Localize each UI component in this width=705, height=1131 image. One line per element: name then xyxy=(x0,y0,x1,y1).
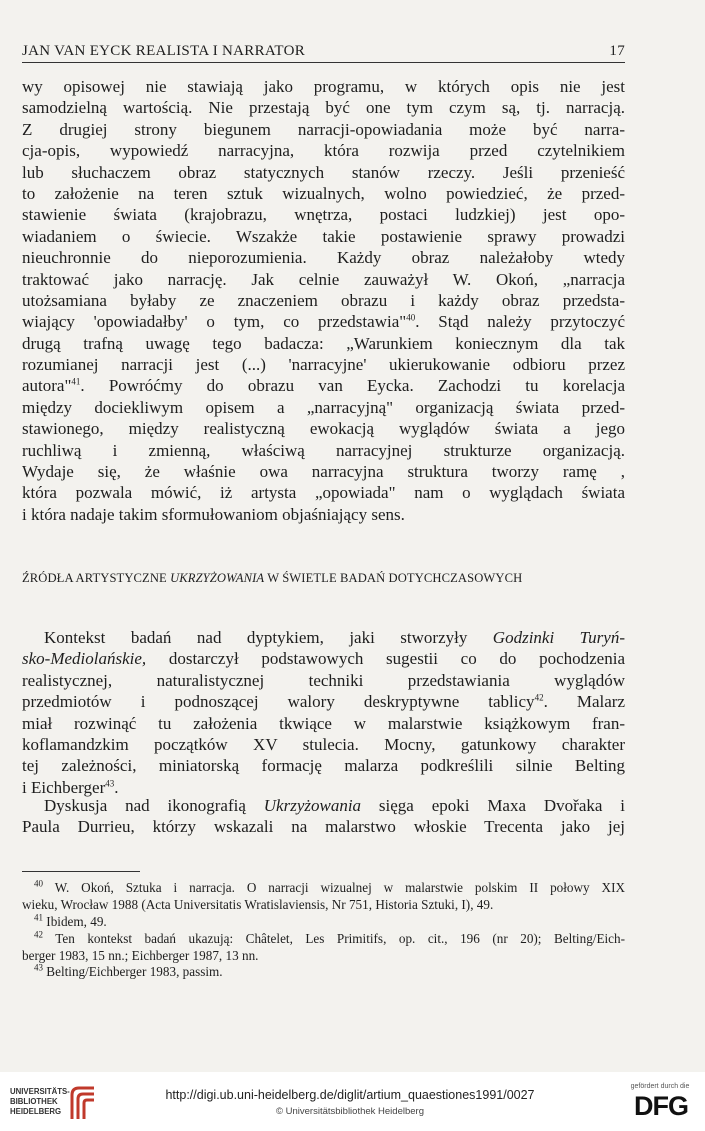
library-name xyxy=(10,1087,70,1117)
running-title: JAN VAN EYCK REALISTA I NARRATOR xyxy=(22,43,306,59)
text-fragment: . Stąd należy przytoczyć xyxy=(415,312,625,332)
text-line xyxy=(22,795,625,816)
footnote-ref-43[interactable]: 43 xyxy=(105,778,115,789)
footnote-number: 41 xyxy=(34,913,43,923)
funder-label: gefördert durch die xyxy=(630,1083,690,1090)
text-fragment: . xyxy=(114,777,119,797)
footnote-divider xyxy=(22,871,140,872)
footnote-ref-40[interactable]: 40 xyxy=(406,312,416,323)
text-line: Paula Durrieu, którzy wskazali na malarstwo włoskie Trecenta jako jej xyxy=(22,817,625,837)
text-fragment: . Malarz xyxy=(543,692,625,712)
copyright-notice: © Universitätsbibliothek Heidelberg xyxy=(276,1106,424,1117)
text-line: i która nadaje takim sformułowaniom objaśniający sens. xyxy=(22,504,405,524)
text-line: wy opisowej nie stawiają jako programu, w których opis nie jest xyxy=(22,77,625,96)
paragraph-1 xyxy=(22,76,625,525)
text-line: samodzielną wartością. Nie przestają być one tym czym są, tj. narracją. xyxy=(22,98,625,118)
heading-italic: UKRZYŻOWANIA xyxy=(170,571,265,585)
text-line: Z drugiej strony biegunem narracji-opowiadania może być narra- xyxy=(22,119,625,139)
heading-prefix: ŹRÓDŁA ARTYSTYCZNE xyxy=(22,571,171,585)
footnote-42-cont: berger 1983, 15 nn.; Eichberger 1987, 13 nn. xyxy=(22,947,259,963)
text-line: miał rozwinąć tu założenia tkwiące w malarstwie książkowym fran- xyxy=(22,713,625,733)
text-line xyxy=(22,375,625,396)
text-line: która pozwala mówić, iż artysta „opowiada" nam o wyglądach świata xyxy=(22,483,625,503)
text-line xyxy=(22,311,625,332)
paragraph-3 xyxy=(22,795,625,838)
text-line xyxy=(22,691,625,712)
library-name-line: UNIVERSITÄTS- xyxy=(10,1087,70,1096)
text-line xyxy=(22,627,625,648)
viewer-footer xyxy=(0,1072,705,1131)
section-heading xyxy=(22,571,625,586)
text-line: nieuchronnie do nieporozumienia. Każdy obraz należałoby wtedy xyxy=(22,248,625,268)
text-line: stawienie świata (krajobrazu, wnętrza, postaci ludzkiej) jest opo- xyxy=(22,205,625,225)
text-line: ruchliwą i zmienną, właściwą narracyjnej strukturze organizacją. xyxy=(22,440,625,460)
text-line: tej zależności, miniatorską formację malarza podkreślili silnie Belting xyxy=(22,756,625,776)
text-line: koflamandzkim początków XV stulecia. Mocny, gatunkowy charakter xyxy=(22,734,625,754)
footnote-42 xyxy=(22,931,625,948)
text-line: stawionego, między realistyczną ewokacją wyglądów świata a jego xyxy=(22,419,625,439)
text-line: między dociekliwym opisem a „narracyjną" organizacją świata przed- xyxy=(22,397,625,417)
paragraph-2 xyxy=(22,627,625,798)
text-fragment: przedmiotów i podnoszącej walory deskryptywne tablicy xyxy=(22,692,535,712)
text-line: lub słuchaczem obraz statycznych stanów rzeczy. Jeśli przenieść xyxy=(22,162,625,182)
footnote-number: 42 xyxy=(34,930,43,940)
text-fragment: autora" xyxy=(22,376,72,396)
text-italic: Godzinki Turyń- xyxy=(492,628,625,647)
text-line: utożsamiana byłaby ze znaczeniem obrazu i każdy obraz przedsta- xyxy=(22,290,625,310)
text-line: rozumianej narracji jest (...) 'narracyjne' ukierukowanie odbioru przez xyxy=(22,355,625,375)
library-name-line: HEIDELBERG xyxy=(10,1107,62,1116)
library-emblem-icon xyxy=(68,1085,98,1121)
text-line: drugą trafną uwagę tego badacza: „Warunkiem koniecznym dla tak xyxy=(22,333,625,353)
footnote-43 xyxy=(22,964,625,981)
text-italic: sko-Mediolańskie, xyxy=(22,649,147,669)
footnote-ref-41[interactable]: 41 xyxy=(71,376,81,387)
text-line xyxy=(22,648,625,669)
text-line: wiadaniem o świecie. Wszakże takie postawienie sprawy prowadzi xyxy=(22,226,625,246)
footnote-40-cont: wieku, Wrocław 1988 (Acta Universitatis Wratislaviensis, Nr 751, Historia Sztuki, I), 49. xyxy=(22,896,494,912)
text-line: Wydaje się, że właśnie owa narracyjna struktura tworzy ramę , xyxy=(22,462,625,482)
footnotes xyxy=(22,880,625,981)
text-fragment: sięga epoki Maxa Dvořaka i xyxy=(361,796,625,815)
page-number: 17 xyxy=(609,43,625,59)
text-line: realistycznej, naturalistycznej techniki przedstawiania wyglądów xyxy=(22,670,625,690)
footnote-number: 40 xyxy=(34,880,43,889)
footnote-text: Ten kontekst badań ukazują: Châtelet, Les Primitifs, op. cit., 196 (nr 20); Belting/Eich- xyxy=(55,930,625,946)
text-line: cja-opis, wypowiedź narracyjna, która rozwija przed czytelnikiem xyxy=(22,141,625,161)
text-line: traktować jako narrację. Jak celnie zauważył W. Okoń, „narracja xyxy=(22,269,625,289)
text-italic: Ukrzyżowania xyxy=(263,796,362,815)
heading-suffix: W ŚWIETLE BADAŃ DOTYCHCZASOWYCH xyxy=(264,571,523,585)
footnote-number: 43 xyxy=(34,964,43,974)
text-fragment: wiający 'opowiadałby' o tym, co przedstawia" xyxy=(22,312,407,332)
text-fragment: Kontekst badań nad dyptykiem, jaki stworzyły xyxy=(44,628,493,647)
permalink-url[interactable]: http://digi.ub.uni-heidelberg.de/diglit/artium_quaestiones1991/0027 xyxy=(165,1088,535,1102)
running-header xyxy=(22,40,625,63)
text-fragment: . Powróćmy do obrazu van Eycka. Zachodzi tu korelacja xyxy=(80,376,625,396)
library-logo[interactable] xyxy=(10,1085,98,1121)
library-name-line: BIBLIOTHEK xyxy=(10,1097,58,1106)
text-fragment: Dyskusja nad ikonografią xyxy=(44,796,264,815)
text-line: to założenie na teren sztuk wizualnych, wolno powiedzieć, że przed- xyxy=(22,183,625,203)
text-fragment: dostarczył podstawowych sugestii co do pochodzenia xyxy=(146,649,625,669)
text-fragment: i Eichberger xyxy=(22,777,106,797)
footnote-text: Ibidem, 49. xyxy=(46,913,107,929)
footnote-41 xyxy=(22,914,625,931)
footnote-ref-42[interactable]: 42 xyxy=(534,692,544,703)
footnote-40 xyxy=(22,880,625,897)
footnote-text: Belting/Eichberger 1983, passim. xyxy=(46,964,223,980)
dfg-logo[interactable]: DFG xyxy=(634,1091,688,1121)
footnote-text: W. Okoń, Sztuka i narracja. O narracji wizualnej w malarstwie polskim II połowy XIX xyxy=(54,880,625,895)
